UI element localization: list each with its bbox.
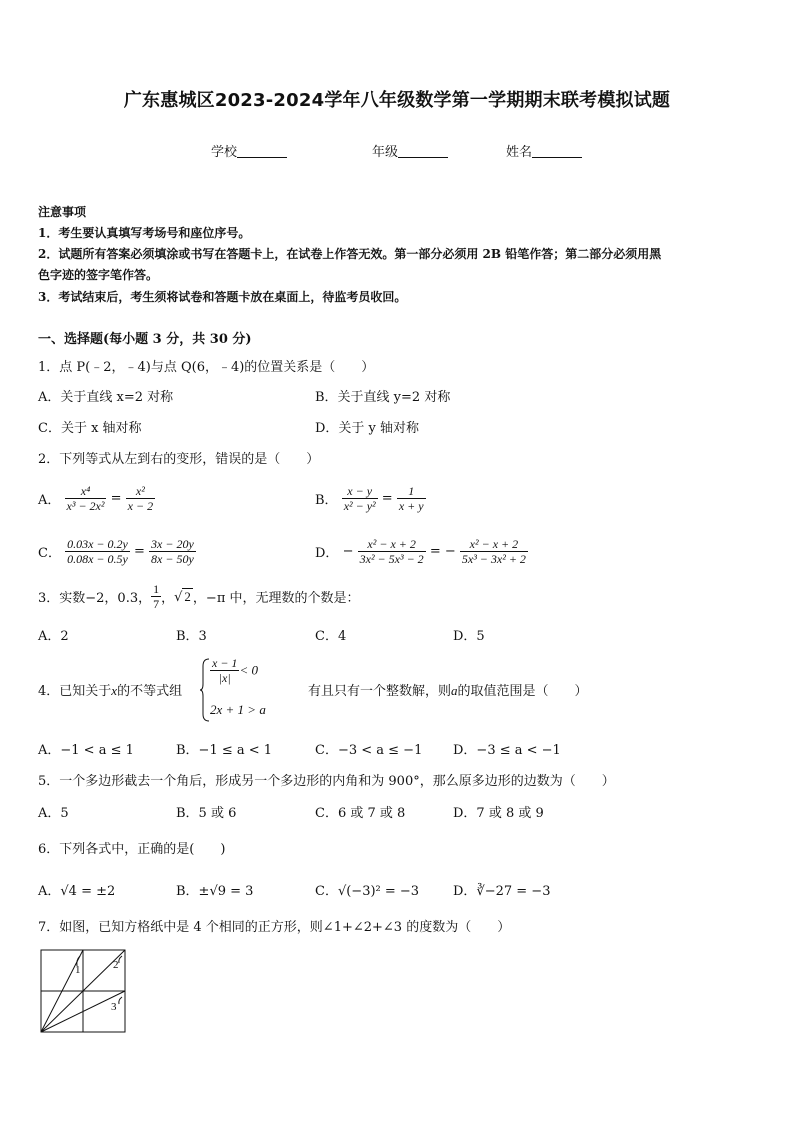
q2-a-frac-left	[65, 484, 107, 513]
q2-a-den1: x³ − 2x²	[66, 499, 105, 513]
q2-d-den1: 3x² − 5x³ − 2	[359, 552, 424, 566]
q2-d-label: D．	[315, 546, 339, 561]
q2-a-num1: x⁴	[65, 484, 107, 499]
q2-c-den1: 0.08x − 0.5y	[67, 552, 128, 566]
school-label: 学校	[211, 145, 238, 160]
q1-option-a: A．关于直线 x=2 对称	[38, 390, 174, 405]
q4-stem-d: 的取值范围是（ ）	[457, 684, 588, 699]
q1-option-d: D．关于 y 轴对称	[315, 421, 420, 436]
q2-c-frac-right	[149, 537, 196, 566]
q3-fraction	[151, 582, 161, 611]
q5-option-c: C．6 或 7 或 8	[315, 806, 406, 821]
q2-d-frac-right	[460, 537, 528, 566]
notice-item-3: 3．考试结束后，考生须将试卷和答题卡放在桌面上，待监考员收回。	[38, 290, 407, 304]
q7-grid-figure	[38, 948, 128, 1034]
grade-label: 年级	[372, 145, 399, 160]
q2-c-frac-left	[65, 537, 130, 566]
q5-option-a: A．5	[38, 806, 69, 821]
q4-ineq1-den: |x|	[218, 671, 231, 685]
q2-option-d: D． − $\frac{\text{x² − x + 2}}{\text{3x² − 5x³ − 2}}$ = − $\frac{\text{x² − x + 2}}{\text{5x³ − 3x² + 2}}$	[315, 537, 526, 566]
school-blank	[237, 144, 287, 158]
q2-b-num1: x − y	[342, 484, 378, 499]
notice-item-2: 2．试题所有答案必须填涂或书写在答题卡上，在试卷上作答无效。第一部分必须用 2B 铅笔作答；第二部分必须用黑	[38, 247, 662, 261]
q2-c-label: C．	[38, 546, 61, 561]
q4-ineq1	[210, 656, 258, 685]
q6-option-b: B．±√9 = 3	[176, 884, 254, 899]
q3-sqrt-value: 2	[184, 588, 191, 604]
angle-label-2: 2	[113, 959, 119, 971]
q2-b-den2: x + y	[398, 499, 424, 513]
q2-c-num1: 0.03x − 0.2y	[67, 537, 128, 551]
q4-ineq1-num: x − 1	[212, 656, 238, 670]
q3-option-c: C．4	[315, 629, 347, 644]
q5-option-d: D．7 或 8 或 9	[453, 806, 544, 821]
q2-a-label: A．	[38, 493, 61, 508]
q3-stem	[38, 582, 360, 611]
q5-option-b: B．5 或 6	[176, 806, 237, 821]
q2-option-a: A． $\frac{\text{x⁴}}{\text{x³ − 2x²}}$ = $\frac{\text{x²}}{x - 2}$	[38, 484, 154, 513]
name-field	[506, 141, 582, 160]
q3-stem-c: ，−π 中，无理数的个数是：	[192, 591, 360, 606]
name-label: 姓名	[506, 145, 533, 160]
q2-b-frac-right	[397, 484, 426, 513]
name-blank	[532, 144, 582, 158]
q4-stem-a: 4．已知关于	[38, 684, 112, 699]
q2-option-c: C． $\frac{0.03x - 0.2y}{0.08x - 0.5y}$ = $\frac{3x - 20y}{8x - 50y}$	[38, 537, 194, 566]
q4-stem	[38, 656, 638, 722]
q2-c-den2: 8x − 50y	[151, 552, 194, 566]
q4-ineq1-frac	[210, 656, 239, 685]
q4-brace-icon	[200, 658, 210, 722]
q4-stem-a-wrap	[38, 680, 182, 699]
q3-frac-den: 7	[153, 597, 160, 611]
q2-stem: 2．下列等式从左到右的变形，错误的是（ ）	[38, 452, 320, 467]
q3-option-b: B．3	[176, 629, 207, 644]
q7-stem: 7．如图，已知方格纸中是 4 个相同的正方形，则∠1+∠2+∠3 的度数为（ ）	[38, 920, 511, 935]
q4-stem-c-wrap	[308, 680, 588, 699]
notice-heading: 注意事项	[38, 205, 87, 219]
angle-label-3: 3	[111, 1001, 117, 1013]
q1-option-c: C．关于 x 轴对称	[38, 421, 142, 436]
q4-var-x: x	[111, 683, 118, 698]
q4-stem-b: 的不等式组	[117, 684, 183, 699]
q2-b-den1: x² − y²	[343, 499, 376, 513]
q4-stem-c: 有且只有一个整数解，则	[308, 684, 452, 699]
q4-option-b: B．−1 ≤ a < 1	[176, 743, 273, 758]
q6-option-c: C．√(−3)² = −3	[315, 884, 420, 899]
q3-sqrt: √ 2	[174, 588, 191, 605]
page-title: 广东惠城区2023-2024学年八年级数学第一学期期末联考模拟试题	[123, 90, 671, 111]
q3-stem-a: 3．实数−2，0.3，	[38, 591, 152, 606]
notice-item-1: 1．考生要认真填写考场号和座位序号。	[38, 226, 251, 240]
q4-ineq1-rhs: < 0	[239, 662, 258, 678]
q2-option-b: B． $\frac{x - y}{\text{x² − y²}}$ = $\frac{1}{x + y}$	[315, 484, 424, 513]
q6-option-a: A．√4 = ±2	[38, 884, 116, 899]
q1-option-b: B．关于直线 y=2 对称	[315, 390, 451, 405]
q3-stem-b: ，	[161, 591, 175, 606]
grade-blank	[398, 144, 448, 158]
q4-var-a: a	[451, 683, 458, 698]
section-heading: 一、选择题(每小题 3 分，共 30 分)	[38, 332, 252, 347]
q2-d-num1: x² − x + 2	[358, 537, 426, 552]
q4-option-a: A．−1 < a ≤ 1	[38, 743, 134, 758]
q5-stem: 5．一个多边形截去一个角后，形成另一个多边形的内角和为 900°，那么原多边形的边数为（ ）	[38, 774, 615, 789]
q3-option-a: A．2	[38, 629, 69, 644]
q2-d-num2: x² − x + 2	[460, 537, 528, 552]
q6-option-d: D．∛−27 = −3	[453, 884, 551, 899]
q3-frac-num: 1	[153, 582, 160, 596]
q6-stem: 6．下列各式中，正确的是( )	[38, 842, 226, 857]
angle-label-1: 1	[75, 964, 81, 976]
grade-field	[372, 141, 448, 160]
notice-item-2-cont: 色字迹的签字笔作答。	[38, 268, 159, 282]
q1-stem: 1．点 P(﹣2，﹣4)与点 Q(6，﹣4)的位置关系是（ ）	[38, 360, 375, 375]
q4-ineq2: 2x + 1 > a	[210, 702, 266, 717]
q2-c-num2: 3x − 20y	[151, 537, 194, 551]
q2-a-num2: x²	[126, 484, 155, 499]
q4-option-d: D．−3 ≤ a < −1	[453, 743, 561, 758]
school-field	[211, 141, 287, 160]
q2-a-den2: x − 2	[127, 499, 154, 513]
q2-d-frac-left	[358, 537, 426, 566]
q3-option-d: D．5	[453, 629, 485, 644]
q2-a-frac-right	[126, 484, 155, 513]
q4-option-c: C．−3 < a ≤ −1	[315, 743, 423, 758]
q2-b-num2: 1	[397, 484, 426, 499]
q2-b-label: B．	[315, 493, 338, 508]
q2-b-frac-left	[342, 484, 378, 513]
q2-d-den2: 5x³ − 3x² + 2	[461, 552, 526, 566]
